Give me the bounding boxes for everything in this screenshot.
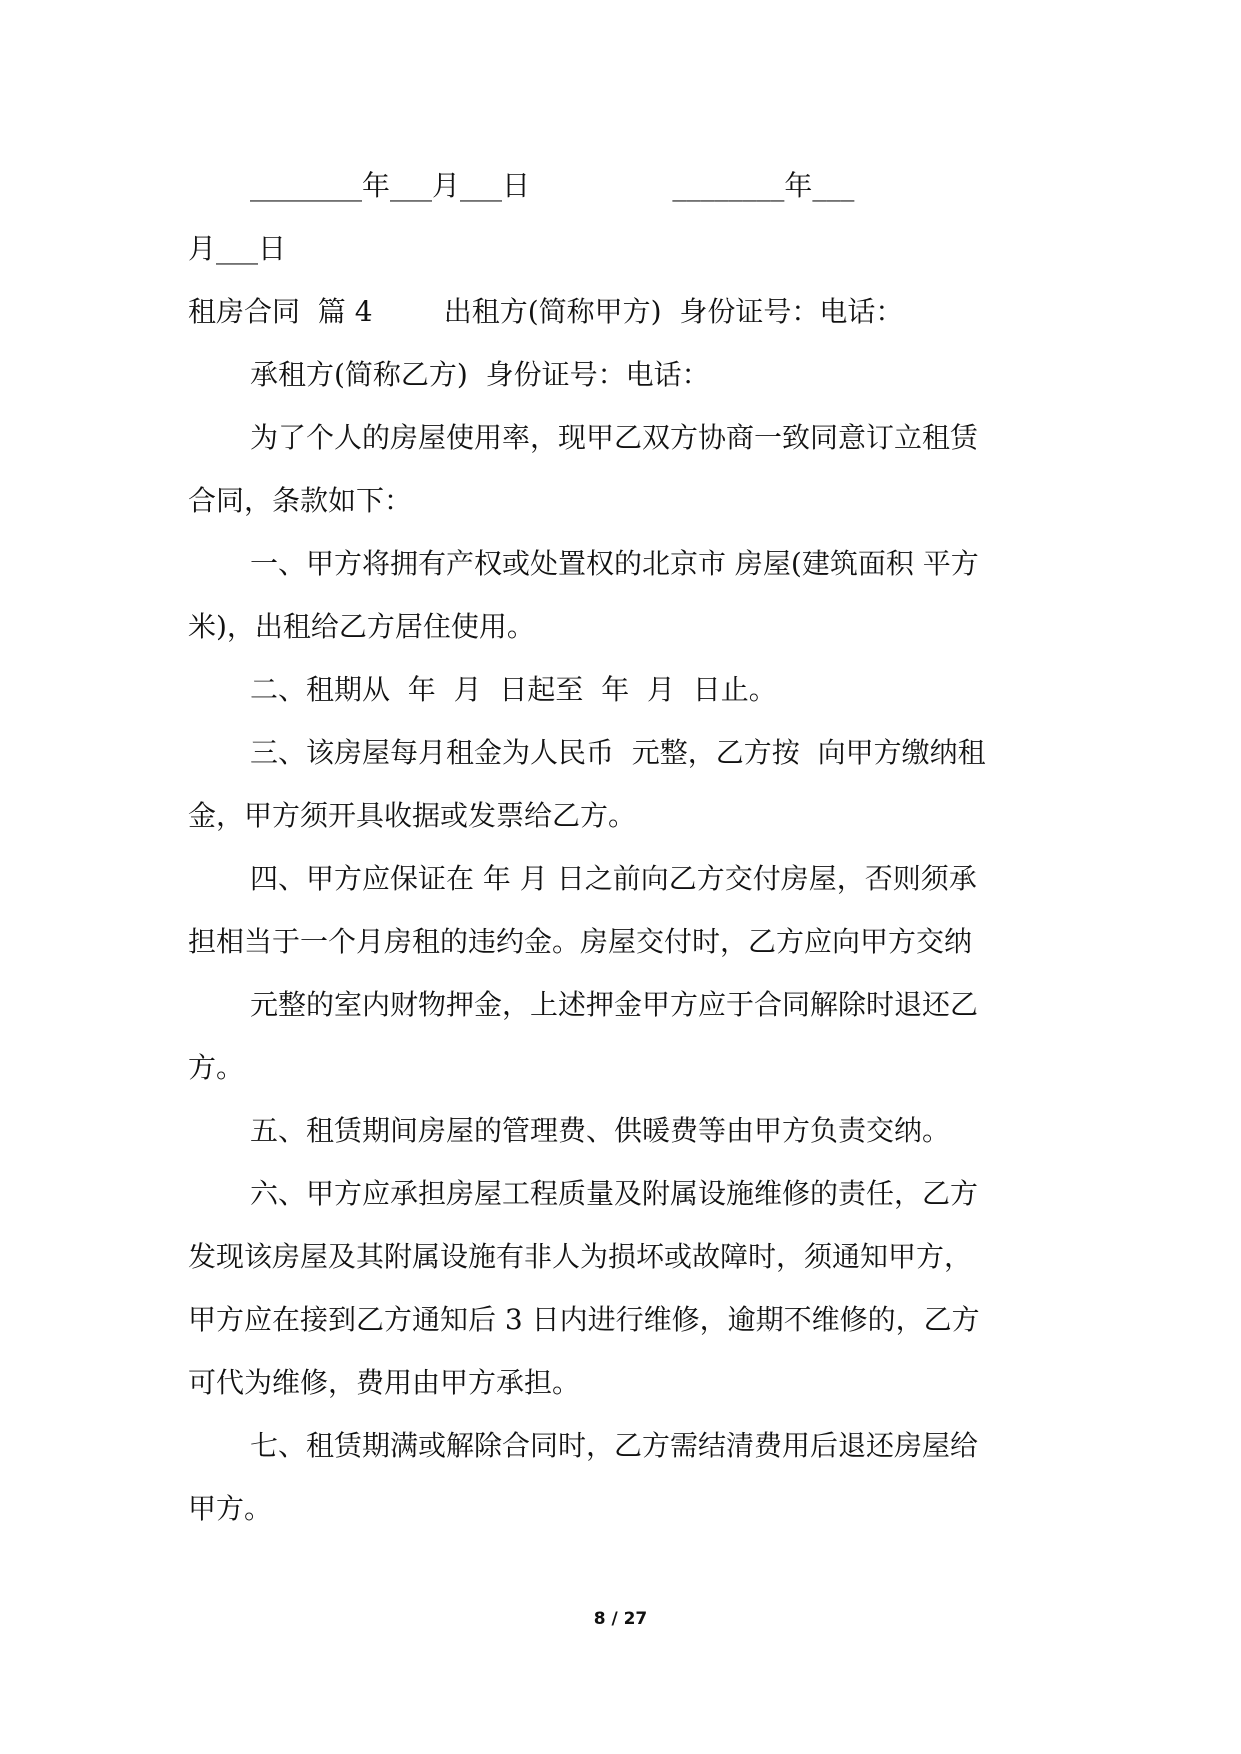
clause-4-line: 四、甲方应保证在 年 月 日之前向乙方交付房屋，否则须承 xyxy=(250,862,977,895)
clause-6-line: 甲方应在接到乙方通知后 3 日内进行维修，逾期不维修的，乙方 xyxy=(188,1303,980,1336)
clause-4-line: 方。 xyxy=(188,1051,245,1084)
tenant-info-line: 承租方(简称乙方) 身份证号：电话： xyxy=(250,358,710,391)
clause-7-line: 七、租赁期满或解除合同时，乙方需结清费用后退还房屋给 xyxy=(250,1429,979,1462)
contract-heading-line: 租房合同 篇 4 出租方(简称甲方) 身份证号：电话： xyxy=(188,295,904,328)
signature-date-line-continued: 月___日 xyxy=(188,232,287,265)
clause-3-line: 三、该房屋每月租金为人民币 元整，乙方按 向甲方缴纳租 xyxy=(250,736,986,769)
clause-3-line: 金，甲方须开具收据或发票给乙方。 xyxy=(188,799,637,832)
clause-6-line: 发现该房屋及其附属设施有非人为损坏或故障时，须通知甲方， xyxy=(188,1240,973,1273)
clause-4-line: 元整的室内财物押金，上述押金甲方应于合同解除时退还乙 xyxy=(250,988,979,1021)
signature-date-line: ________年___月___日 ________年___ xyxy=(250,169,855,202)
intro-paragraph-line: 合同，条款如下： xyxy=(188,484,413,517)
clause-6-line: 可代为维修，费用由甲方承担。 xyxy=(188,1366,581,1399)
clause-5-line: 五、租赁期间房屋的管理费、供暖费等由甲方负责交纳。 xyxy=(250,1114,951,1147)
clause-1-line: 一、甲方将拥有产权或处置权的北京市 房屋(建筑面积 平方 xyxy=(250,547,979,580)
intro-paragraph-line: 为了个人的房屋使用率，现甲乙双方协商一致同意订立租赁 xyxy=(250,421,979,454)
clause-1-line: 米)，出租给乙方居住使用。 xyxy=(188,610,535,643)
clause-6-line: 六、甲方应承担房屋工程质量及附属设施维修的责任，乙方 xyxy=(250,1177,979,1210)
clause-4-line: 担相当于一个月房租的违约金。房屋交付时，乙方应向甲方交纳 xyxy=(188,925,973,958)
clause-7-line: 甲方。 xyxy=(188,1492,273,1525)
page-number: 8 / 27 xyxy=(593,1609,648,1629)
clause-2-line: 二、租期从 年 月 日起至 年 月 日止。 xyxy=(250,673,777,706)
